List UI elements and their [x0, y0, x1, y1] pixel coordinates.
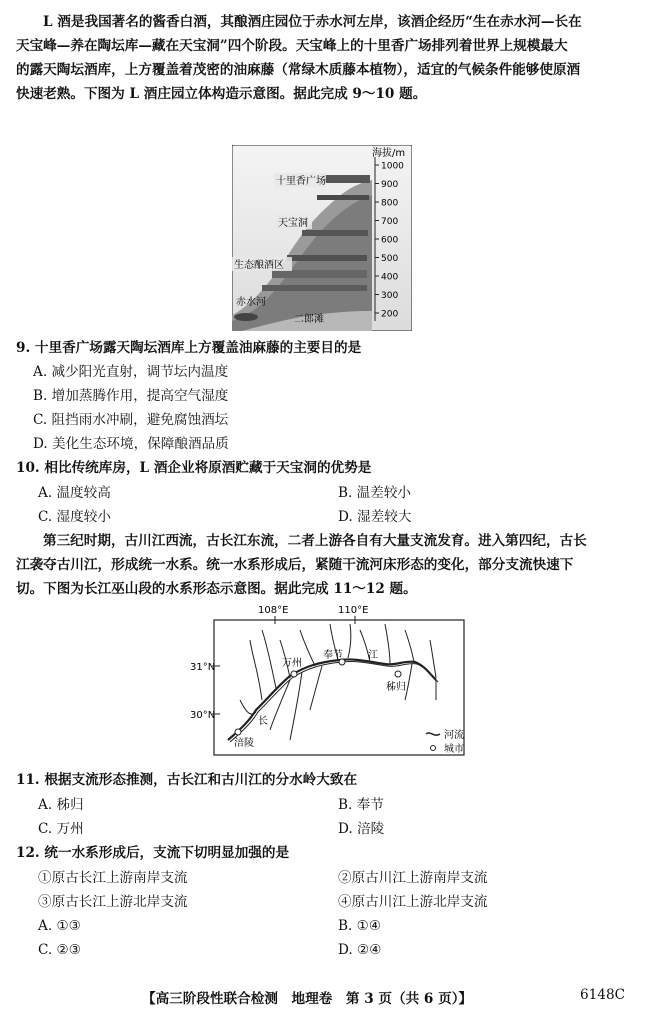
lat-label-31: 31°N	[190, 662, 216, 673]
legend-city-symbol	[431, 746, 436, 751]
question-9-stem: 9. 十里香广场露天陶坛酒库上方覆盖油麻藤的主要目的是	[16, 340, 362, 356]
lon-label-108: 108°E	[258, 605, 289, 616]
intro-passage-2	[16, 529, 634, 601]
q12-option-b[interactable]: B. ①④	[338, 918, 382, 934]
q10-option-b[interactable]: B. 温差较小	[338, 485, 412, 501]
intro-passage-1	[16, 10, 634, 106]
river-char-chang: 长	[258, 716, 268, 727]
altitude-tick-label: 500	[381, 254, 399, 264]
intro-2-line: 江袭夺古川江，形成统一水系。统一水系形成后，紧随干流河床形态的变化，部分支流快速下	[16, 557, 574, 573]
lon-label-110: 110°E	[338, 605, 369, 616]
city-marker-zigui	[395, 671, 401, 677]
altitude-tick-label: 700	[381, 217, 399, 227]
q10-option-a[interactable]: A. 温度较高	[38, 485, 111, 501]
q11-option-d[interactable]: D. 涪陵	[338, 821, 385, 837]
intro-1-line: 快速老熟。下图为 L 酒庄园立体构造示意图。据此完成 9～10 题。	[16, 86, 427, 102]
q11-option-b[interactable]: B. 奉节	[338, 797, 384, 813]
altitude-tick-label: 200	[381, 309, 399, 320]
intro-2-line: 切。下图为长江巫山段的水系形态示意图。据此完成 11～12 题。	[16, 581, 417, 597]
q12-option-c[interactable]: C. ②③	[38, 942, 81, 958]
river-char-jiang: 江	[368, 650, 378, 661]
intro-1-line: 的露天陶坛酒库，上方覆盖着茂密的油麻藤（常绿木质藤本植物），适宜的气候条件能够使原酒	[16, 62, 581, 78]
altitude-tick-label: 1000	[381, 161, 404, 172]
question-10-stem: 10. 相比传统库房，L 酒企业将原酒贮藏于天宝洞的优势是	[16, 460, 372, 476]
legend-city-label: 城市	[444, 744, 464, 755]
estate-cross-section-figure	[232, 145, 412, 335]
plaza-label: 十里香广场	[276, 176, 326, 187]
q10-option-c[interactable]: C. 湿度较小	[38, 509, 111, 525]
q12-item-3: ③原古长江上游北岸支流	[38, 894, 188, 910]
q12-item-1: ①原古长江上游南岸支流	[38, 870, 188, 886]
page-footer: 【高三阶段性联合检测 地理卷 第 3 页（共 6 页）】	[142, 991, 473, 1007]
question-12-stem: 12. 统一水系形成后，支流下切明显加强的是	[16, 845, 290, 861]
city-label-fuling: 涪陵	[234, 738, 254, 749]
altitude-tick-label: 300	[381, 291, 399, 301]
q12-option-d[interactable]: D. ②④	[338, 942, 382, 958]
altitude-tick-label: 800	[381, 198, 399, 209]
altitude-tick-label: 900	[381, 180, 399, 190]
q9-option-c[interactable]: C. 阻挡雨水冲刷，避免腐蚀酒坛	[33, 412, 229, 428]
cave-label: 天宝洞	[278, 218, 308, 229]
question-11-stem: 11. 根据支流形态推测，古长江和古川江的分水岭大致在	[16, 772, 358, 788]
chishui-river-label: 赤水河	[236, 297, 266, 308]
q12-item-2: ②原古川江上游南岸支流	[338, 870, 488, 886]
altitude-tick-label: 600	[381, 235, 399, 246]
q11-option-c[interactable]: C. 万州	[38, 821, 84, 837]
altitude-tick-label: 400	[381, 272, 399, 283]
river-network-map-figure	[190, 600, 470, 764]
q9-option-b[interactable]: B. 增加蒸腾作用，提高空气湿度	[33, 388, 229, 404]
q11-option-a[interactable]: A. 秭归	[38, 797, 84, 813]
city-marker-fuling	[235, 729, 241, 735]
city-label-zigui: 秭归	[386, 682, 406, 693]
legend-river-label: 河流	[444, 730, 464, 741]
city-label-fengjie: 奉节	[323, 650, 343, 661]
intro-2-line: 第三纪时期，古川江西流，古长江东流，二者上游各自有大量支流发育。进入第四纪，古长	[43, 533, 587, 549]
altitude-axis-title: 海拔/m	[372, 148, 406, 159]
erlangtan-label: 二郎滩	[294, 314, 324, 325]
q9-option-d[interactable]: D. 美化生态环境，保障酿酒品质	[33, 436, 229, 452]
lat-label-30: 30°N	[190, 710, 216, 721]
intro-1-line: L 酒是我国著名的酱香白酒，其酿酒庄园位于赤水河左岸，该酒企经历“生在赤水河—长在	[43, 14, 582, 30]
eco-zone-label: 生态酿酒区	[234, 260, 284, 271]
intro-1-line: 天宝峰—养在陶坛库—藏在天宝洞”四个阶段。天宝峰上的十里香广场排列着世界上规模最大	[16, 38, 568, 54]
city-marker-wanzhou	[291, 671, 297, 677]
city-label-wanzhou: 万州	[282, 658, 302, 669]
q12-option-a[interactable]: A. ①③	[38, 918, 81, 934]
q12-item-4: ④原古川江上游北岸支流	[338, 894, 488, 910]
q10-option-d[interactable]: D. 湿差较大	[338, 509, 412, 525]
q9-option-a[interactable]: A. 减少阳光直射，调节坛内温度	[33, 364, 229, 380]
paper-code: 6148C	[580, 987, 625, 1003]
